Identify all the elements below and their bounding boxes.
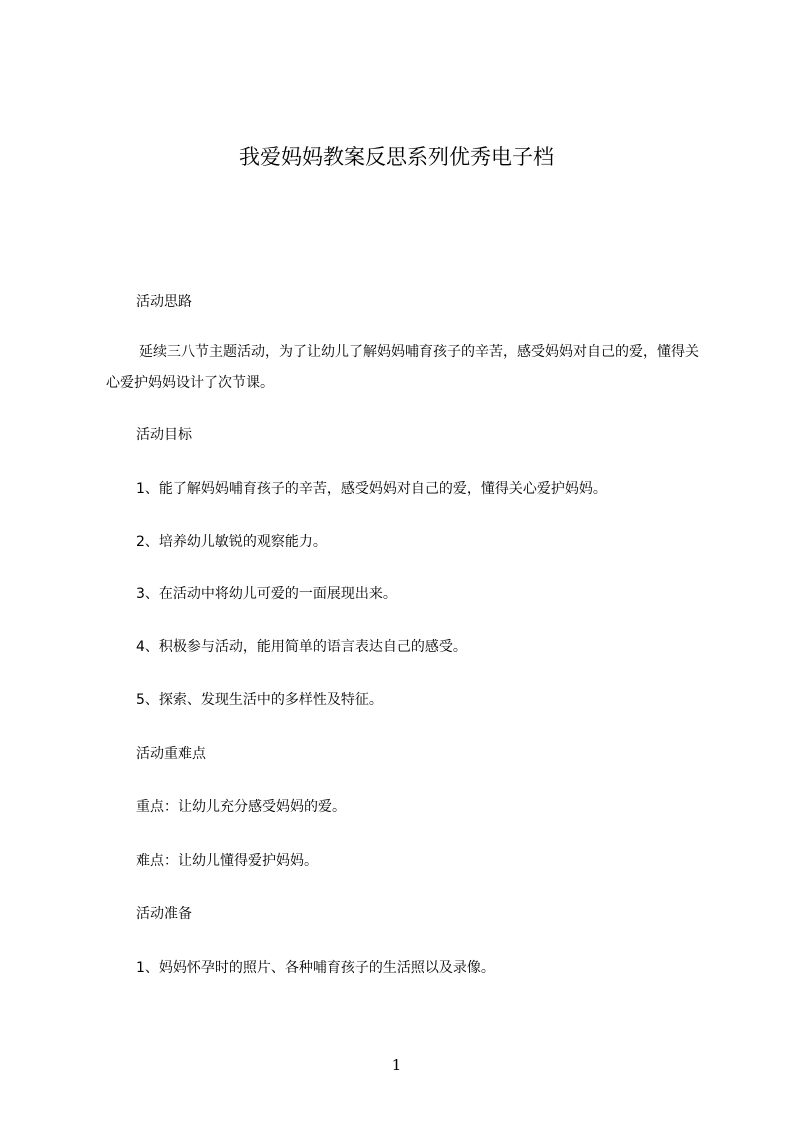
goal-item-5: 5、探索、发现生活中的多样性及特征。 — [136, 692, 383, 708]
document-title: 我爱妈妈教案反思系列优秀电子档 — [239, 145, 554, 169]
section-heading-idea: 活动思路 — [136, 294, 192, 310]
goal-item-3: 3、在活动中将幼儿可爱的一面展现出来。 — [136, 586, 397, 602]
goal-item-1: 1、能了解妈妈哺育孩子的辛苦，感受妈妈对自己的爱，懂得关心爱护妈妈。 — [136, 481, 607, 497]
key-point-difficulty: 难点：让幼儿懂得爱护妈妈。 — [136, 853, 318, 869]
preparation-item-1: 1、妈妈怀孕时的照片、各种哺育孩子的生活照以及录像。 — [136, 960, 495, 976]
goal-item-4: 4、积极参与活动，能用简单的语言表达自己的感受。 — [136, 639, 467, 655]
page-number: 1 — [391, 1056, 402, 1074]
key-point-focus: 重点：让幼儿充分感受妈妈的爱。 — [136, 799, 346, 815]
section-heading-goals: 活动目标 — [136, 427, 192, 443]
section-heading-preparation: 活动准备 — [136, 906, 192, 922]
idea-paragraph: 延续三八节主题活动，为了让幼儿了解妈妈哺育孩子的辛苦，感受妈妈对自己的爱，懂得关心爱护妈妈设计了次节课。 — [106, 344, 699, 391]
goal-item-2: 2、培养幼儿敏锐的观察能力。 — [136, 534, 327, 550]
section-heading-key-points: 活动重难点 — [136, 746, 206, 762]
